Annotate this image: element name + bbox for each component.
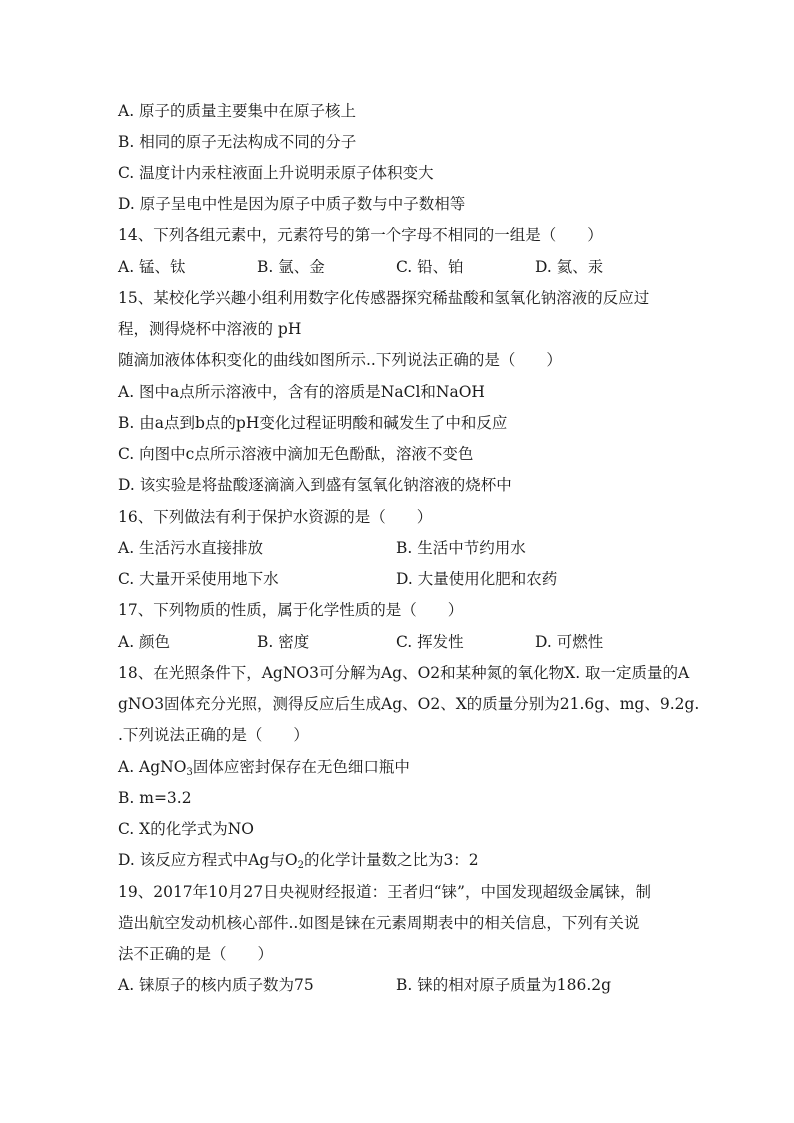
q15-option-d: D. 该实验是将盐酸逐滴滴入到盛有氢氧化钠溶液的烧杯中 xyxy=(118,476,512,494)
q14-option-b: B. 氩、金 xyxy=(257,258,325,276)
q15-option-b: B. 由a点到b点的pH变化过程证明酸和碱发生了中和反应 xyxy=(118,414,508,432)
q18-option-b: B. m=3.2 xyxy=(118,789,192,807)
q19-options-row1 xyxy=(118,975,758,995)
q14-option-c: C. 铅、铂 xyxy=(396,258,464,276)
q18-option-a-subscript: 3 xyxy=(186,767,193,778)
q13-option-a: A. 原子的质量主要集中在原子核上 xyxy=(118,102,357,120)
q15-stem-line1: 15、某校化学兴趣小组利用数字化传感器探究稀盐酸和氢氧化钠溶液的反应过 xyxy=(118,289,650,307)
q17-stem: 17、下列物质的性质，属于化学性质的是（ ） xyxy=(118,601,464,619)
q18-option-d xyxy=(118,850,479,870)
q16-option-a: A. 生活污水直接排放 xyxy=(118,539,264,557)
q18-option-a xyxy=(118,757,410,777)
q14-options xyxy=(118,257,758,277)
q18-stem-line1: 18、在光照条件下，AgNO3可分解为Ag、O2和某种氮的氧化物X. 取一定质量的A xyxy=(118,664,690,682)
q18-option-a-pre: A. AgNO xyxy=(118,758,187,776)
q17-option-d: D. 可燃性 xyxy=(535,633,604,651)
q17-option-a: A. 颜色 xyxy=(118,633,171,651)
q15-option-a: A. 图中a点所示溶液中，含有的溶质是NaCl和NaOH xyxy=(118,383,485,401)
q17-option-b: B. 密度 xyxy=(257,633,310,651)
q18-stem-line3: .下列说法正确的是（ ） xyxy=(118,726,309,744)
q19-option-a: A. 铼原子的核内质子数为75 xyxy=(118,976,314,994)
q18-option-d-post: 的化学计量数之比为3：2 xyxy=(303,851,479,869)
q16-options-row1 xyxy=(118,538,758,558)
q13-option-d: D. 原子呈电中性是因为原子中质子数与中子数相等 xyxy=(118,195,466,213)
q16-stem: 16、下列做法有利于保护水资源的是（ ） xyxy=(118,508,433,526)
q14-stem: 14、下列各组元素中，元素符号的第一个字母不相同的一组是（ ） xyxy=(118,226,603,244)
q13-option-c: C. 温度计内汞柱液面上升说明汞原子体积变大 xyxy=(118,164,434,182)
q17-option-c: C. 挥发性 xyxy=(396,633,464,651)
q19-stem-line2: 造出航空发动机核心部件..如图是铼在元素周期表中的相关信息，下列有关说 xyxy=(118,914,640,932)
q14-option-a: A. 锰、钛 xyxy=(118,258,186,276)
q18-option-c: C. X的化学式为NO xyxy=(118,820,254,838)
q18-option-d-subscript: 2 xyxy=(297,860,304,871)
q18-option-a-post: 固体应密封保存在无色细口瓶中 xyxy=(192,758,410,776)
q16-option-c: C. 大量开采使用地下水 xyxy=(118,570,279,588)
q15-stem-line2: 程，测得烧杯中溶液的 pH xyxy=(118,320,302,338)
q16-option-d: D. 大量使用化肥和农药 xyxy=(396,570,558,588)
q19-stem-line3: 法不正确的是（ ） xyxy=(118,945,274,963)
q16-option-b: B. 生活中节约用水 xyxy=(396,539,526,557)
q15-option-c: C. 向图中c点所示溶液中滴加无色酚酞，溶液不变色 xyxy=(118,445,474,463)
q16-options-row2 xyxy=(118,569,758,589)
q15-stem-line3: 随滴加液体体积变化的曲线如图所示..下列说法正确的是（ ） xyxy=(118,351,562,369)
q18-stem-line2: gNO3固体充分光照，测得反应后生成Ag、O2、X的质量分别为21.6g、mg、9.2g. xyxy=(118,695,700,713)
q19-stem-line1: 19、2017年10月27日央视财经报道：王者归“铼”，中国发现超级金属铼，制 xyxy=(118,883,651,901)
q18-option-d-pre: D. 该反应方程式中Ag与O xyxy=(118,851,298,869)
q14-option-d: D. 氦、汞 xyxy=(535,258,604,276)
q17-options xyxy=(118,632,758,652)
q13-option-b: B. 相同的原子无法构成不同的分子 xyxy=(118,133,357,151)
q19-option-b: B. 铼的相对原子质量为186.2g xyxy=(396,976,612,994)
